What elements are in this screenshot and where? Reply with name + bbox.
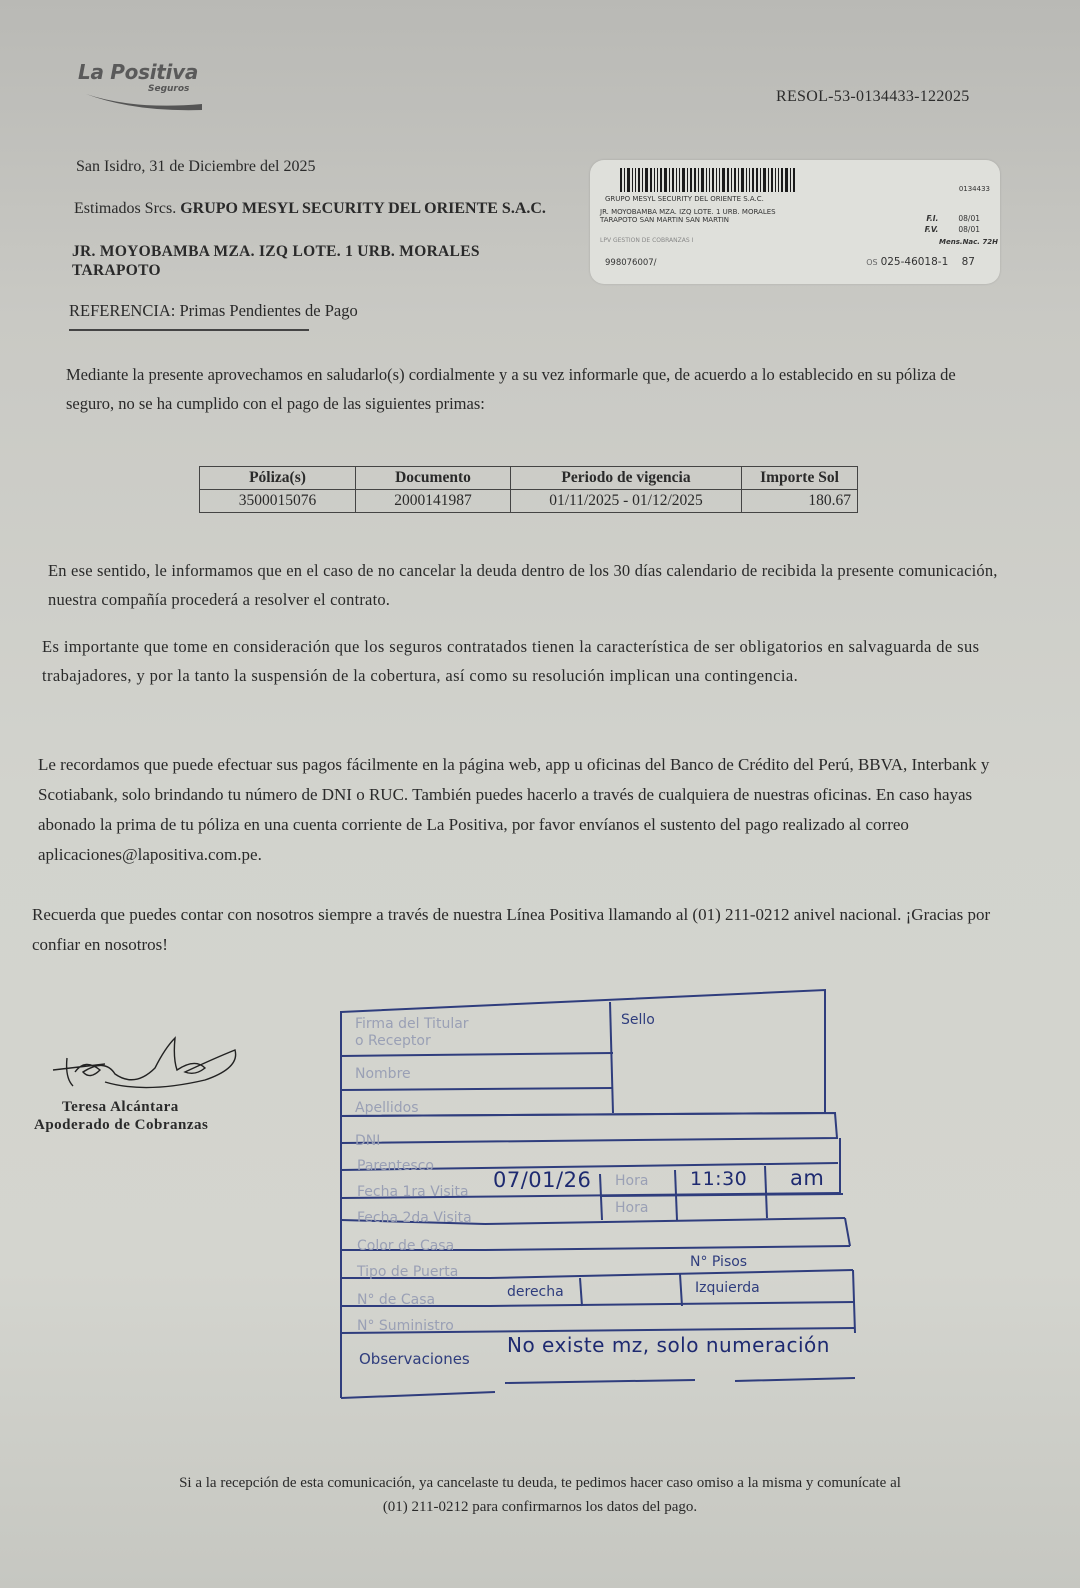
intro-paragraph: Mediante la presente aprovechamos en saludarlo(s) cordialmente y a su vez informarle que, de acuerdo a lo establecido en su póliza de seguro, no se ha cumplido con el pago de las siguientes primas: [66, 365, 956, 413]
barcode-bar [682, 168, 685, 192]
barcode-bar [709, 168, 710, 192]
barcode-bar [624, 168, 625, 192]
barcode-bar [719, 168, 720, 192]
label-apellidos: Apellidos [355, 1100, 419, 1116]
greeting [74, 200, 546, 218]
label-os [866, 256, 975, 268]
label-fecha-2da: Fecha 2da Visita [357, 1210, 472, 1226]
logo-name: La Positiva [78, 60, 199, 84]
footer-line-1: Si a la recepción de esta comunicación, ya cancelaste tu deuda, te pedimos hacer caso omiso a la misma y comunícate al [179, 1475, 901, 1491]
label-address-2: TARAPOTO SAN MARTIN SAN MARTIN [600, 216, 730, 224]
fv-value: 08/01 [958, 225, 980, 234]
label-hora-1: Hora [615, 1173, 649, 1189]
barcode-bar [778, 168, 779, 192]
resolution-code: RESOL-53-0134433-122025 [776, 88, 970, 105]
barcode-bar [756, 168, 758, 192]
cell-poliza: 3500015076 [200, 490, 356, 513]
fecha-1ra-value: 07/01/26 [493, 1168, 592, 1192]
payments-paragraph: Le recordamos que puede efectuar sus pagos fácilmente en la página web, app u oficinas del Banco de Crédito del Perú, BBVA, Interbank y Scotiabank, solo brindando tu número de DNI o RUC. También puedes hacerlo a través de cualquiera de nuestras oficinas. En caso hayas abonado la prima de tu póliza en una cuenta corriente de La Positiva, por favor envíanos el sustento del pago realizado al correo aplicaciones@lapositiva.com.pe. [38, 755, 990, 864]
barcode-bar [734, 168, 736, 192]
letter-date: San Isidro, 31 de Diciembre del 2025 [76, 158, 316, 175]
label-ncasa: N° de Casa [357, 1292, 436, 1308]
label-nombre: Nombre [355, 1066, 411, 1082]
reference: REFERENCIA: Primas Pendientes de Pago [69, 301, 358, 320]
fi-label: F.I. [926, 214, 939, 223]
label-address [600, 208, 776, 224]
address-line-2: TARAPOTO [72, 262, 161, 279]
barcode-bar [781, 168, 783, 192]
label-code: 998076007/ [605, 258, 657, 268]
barcode-bar [650, 168, 652, 192]
barcode-bar [741, 168, 744, 192]
mailing-label [590, 160, 1000, 284]
barcode-bar [698, 168, 699, 192]
resolution-paragraph: En ese sentido, le informamos que en el caso de no cancelar la deuda dentro de los 30 días calendario de recibida la presente comunicación, nuestra compañía procederá a resolver el contrato. [48, 561, 998, 609]
label-sello: Sello [621, 1012, 655, 1028]
barcode-bar [660, 168, 662, 192]
address-line-1: JR. MOYOBAMBA MZA. IZQ LOTE. 1 URB. MORALES [72, 243, 480, 260]
barcode-bar [701, 168, 704, 192]
important-paragraph: Es importante que tome en consideración que los seguros contratados tienen la característica de ser obligatorios en salvaguarda de sus trabajadores, y por la tanto la suspensión de la cobertura, así como su resolución implican una contingencia. [42, 637, 980, 685]
label-receptor: o Receptor [355, 1033, 431, 1049]
hora-1-value: 11:30 [690, 1168, 748, 1190]
la-positiva-logo [78, 60, 208, 115]
barcode-bar [657, 168, 658, 192]
observaciones-value: No existe mz, solo numeración [507, 1333, 830, 1357]
barcode-bar [752, 168, 754, 192]
barcode-bar [687, 168, 688, 192]
signature-icon [45, 1028, 245, 1098]
label-firma: Firma del Titular [355, 1016, 469, 1032]
barcode-bar [768, 168, 769, 192]
barcode-bar [722, 168, 725, 192]
col-header-periodo: Periodo de vigencia [511, 467, 742, 490]
col-header-poliza: Póliza(s) [200, 467, 356, 490]
label-mens: Mens.Nac. 72H [939, 238, 998, 246]
barcode-bar [727, 168, 729, 192]
barcode-bar [731, 168, 732, 192]
barcode-bar [706, 168, 707, 192]
barcode-bar [690, 168, 692, 192]
col-header-documento: Documento [356, 467, 511, 490]
label-derecha: derecha [507, 1284, 564, 1300]
barcode-bar [642, 168, 643, 192]
label-fecha-1ra: Fecha 1ra Visita [357, 1184, 469, 1200]
barcode-bar [632, 168, 633, 192]
barcode-bar [635, 168, 636, 192]
barcode-bar [785, 168, 788, 192]
label-hora-2: Hora [615, 1200, 649, 1216]
greeting-prefix: Estimados Srcs. [74, 200, 177, 217]
barcode-bar [669, 168, 670, 192]
barcode-bar [664, 168, 667, 192]
barcode-bar [638, 168, 640, 192]
footer-line-2: (01) 211-0212 para confirmarnos los datos del pago. [382, 1499, 698, 1515]
barcode-bar [746, 168, 747, 192]
barcode-bar [645, 168, 648, 192]
os-number: 025-46018-1 [880, 256, 949, 268]
address [72, 242, 480, 280]
label-izquierda: Izquierda [695, 1280, 760, 1296]
barcode-bar [771, 168, 773, 192]
ampm-value: am [790, 1166, 825, 1190]
footer-note [60, 1471, 1020, 1519]
logo-sub: Seguros [148, 84, 190, 94]
cell-periodo: 01/11/2025 - 01/12/2025 [511, 490, 742, 513]
barcode-bar [790, 168, 791, 192]
signer-role: Apoderado de Cobranzas [34, 1117, 209, 1133]
table-row [200, 490, 858, 513]
barcode-icon [620, 168, 832, 192]
col-header-importe: Importe Sol [742, 467, 858, 490]
label-dates [925, 213, 980, 235]
label-pisos: N° Pisos [690, 1254, 748, 1270]
label-tipo-puerta: Tipo de Puerta [357, 1264, 459, 1280]
barcode-bar [672, 168, 674, 192]
barcode-bar [694, 168, 696, 192]
os-suffix: 87 [961, 256, 975, 268]
fv-label: F.V. [924, 225, 939, 234]
fi-value: 08/01 [958, 214, 980, 223]
barcode-bar [760, 168, 761, 192]
table-header-row [200, 467, 858, 490]
cell-documento: 2000141987 [356, 490, 511, 513]
barcode-bar [716, 168, 717, 192]
signer-name: Teresa Alcántara [62, 1099, 179, 1115]
pending-premiums-table [199, 466, 858, 513]
label-address-1: JR. MOYOBAMBA MZA. IZQ LOTE. 1 URB. MORALES [600, 208, 776, 216]
label-parentesco: Parentesco [357, 1158, 434, 1174]
label-dni: DNI [355, 1133, 381, 1149]
barcode-bar [775, 168, 776, 192]
barcode-bar [763, 168, 766, 192]
barcode-bar [654, 168, 655, 192]
barcode-bar [793, 168, 795, 192]
label-name: GRUPO MESYL SECURITY DEL ORIENTE S.A.C. [605, 195, 764, 203]
barcode-bar [679, 168, 680, 192]
contact-paragraph: Recuerda que puedes contar con nosotros siempre a través de nuestra Línea Positiva llamando al (01) 211-0212 anivel nacional. ¡Gracias por confiar en nosotros! [32, 905, 991, 954]
barcode-bar [627, 168, 630, 192]
logo-swoosh-icon [84, 90, 204, 114]
label-observaciones: Observaciones [359, 1350, 470, 1368]
barcode-bar [676, 168, 677, 192]
os-prefix: OS [866, 258, 878, 267]
label-color-casa: Color de Casa [357, 1238, 455, 1254]
label-suministro: N° Suministro [357, 1318, 454, 1334]
company-name: GRUPO MESYL SECURITY DEL ORIENTE S.A.C. [180, 200, 546, 217]
barcode-bar [620, 168, 622, 192]
cell-importe: 180.67 [742, 490, 858, 513]
reference-underline [69, 329, 309, 331]
barcode-bar [738, 168, 739, 192]
delivery-stamp [335, 988, 875, 1408]
barcode-bar [712, 168, 714, 192]
label-number: 0134433 [958, 185, 990, 193]
barcode-bar [749, 168, 750, 192]
label-gestion: LPV GESTION DE COBRANZAS I [600, 237, 694, 244]
